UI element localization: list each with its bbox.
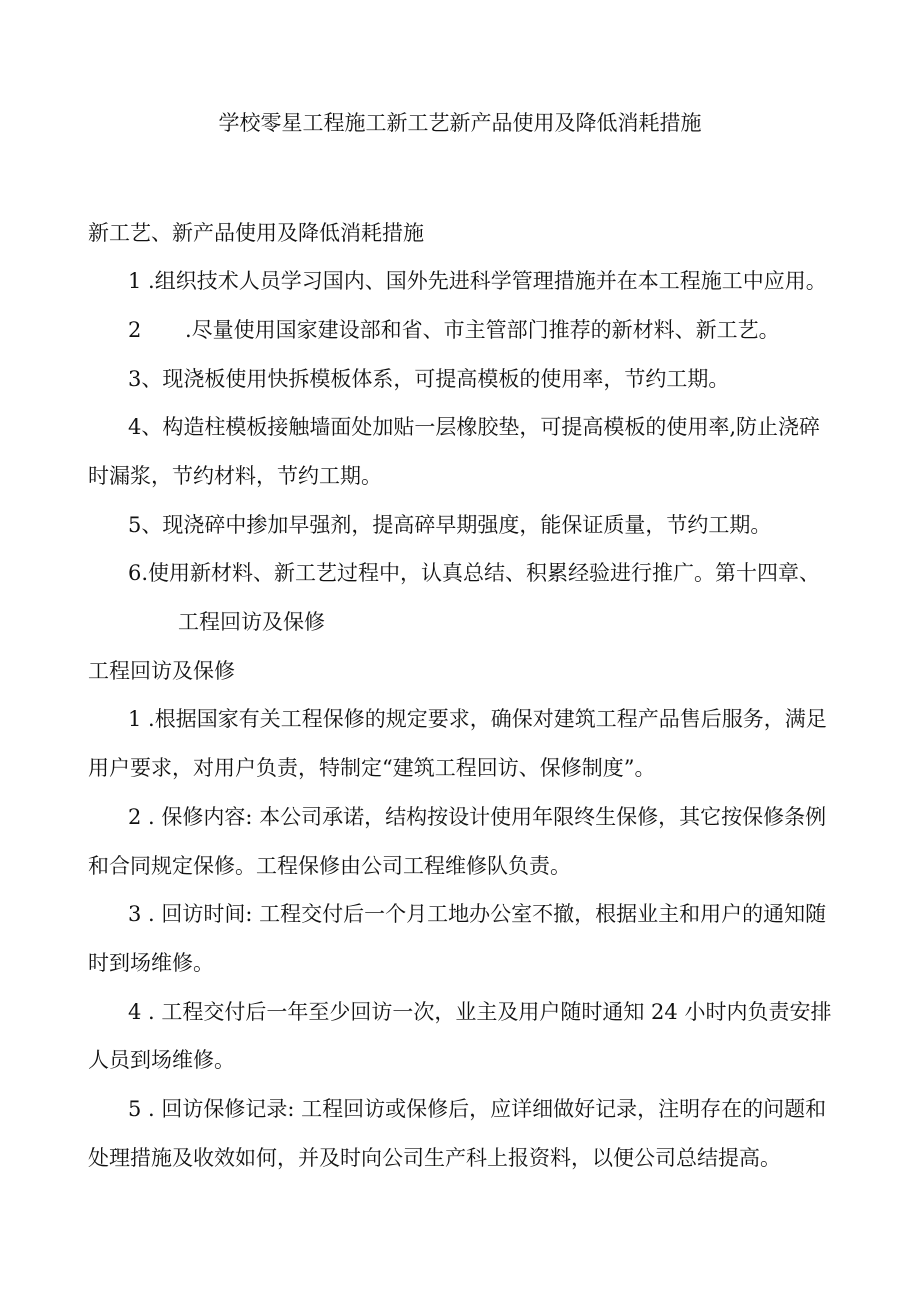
paragraph-line: 2 . 保修内容: 本公司承诺，结构按设计使用年限终生保修，其它按保修条例 [128,804,827,829]
list-item [88,695,898,792]
list-item [88,988,898,1085]
paragraph-line: 4、构造柱模板接触墙面处加贴一层橡胶垫，可提高模板的使用率,防止浇碎 [128,415,821,440]
list-item [88,793,898,890]
paragraph-line: 用户要求，对用户负责，特制定“建筑工程回访、保修制度”。 [88,756,656,781]
paragraph-line: 5 . 回访保修记录: 工程回访或保修后，应详细做好记录，注明存在的问题和 [128,1096,827,1121]
list-item [88,403,898,500]
document-body [88,209,898,1183]
paragraph-line: 时到场维修。 [88,950,214,975]
paragraph-line: 3 . 回访时间: 工程交付后一个月工地办公室不撤，根据业主和用户的通知随 [128,902,827,927]
document-title: 学校零星工程施工新工艺新产品使用及降低消耗措施 [218,111,702,135]
list-item [88,549,898,646]
list-item [88,501,898,550]
paragraph-line: 处理措施及收效如何，并及时向公司生产科上报资料，以便公司总结提高。 [88,1145,781,1170]
list-item [88,890,898,987]
paragraph-line: 1 .根据国家有关工程保修的规定要求，确保对建筑工程产品售后服务，满足 [128,707,827,732]
paragraph-line: 人员到场维修。 [88,1048,235,1073]
paragraph-line [88,306,898,355]
chapter-title-line: 工程回访及保修 [178,610,325,635]
paragraph-line: 1 .组织技术人员学习国内、国外先进科学管理措施并在本工程施工中应用。 [128,269,827,294]
item-text: .尽量使用国家建设部和省、市主管部门推荐的新材料、新工艺。 [185,317,780,342]
list-item [88,355,898,404]
list-item [88,306,898,355]
item-number: 2 [128,317,142,342]
paragraph-line: 3、现浇板使用快拆模板体系，可提高模板的使用率，节约工期。 [128,366,730,391]
paragraph-line: 6.使用新材料、新工艺过程中，认真总结、积累经验进行推广。第十四章、 [128,561,821,586]
paragraph-line: 4 . 工程交付后一年至少回访一次，业主及用户随时通知 24 小时内负责安排 [128,999,832,1024]
section-heading: 工程回访及保修 [88,658,235,683]
paragraph-line: 时漏浆，节约材料，节约工期。 [88,464,382,489]
paragraph-line: 和合同规定保修。工程保修由公司工程维修队负责。 [88,853,571,878]
list-item [88,257,898,306]
paragraph-line: 5、现浇碎中掺加早强剂，提高碎早期强度，能保证质量，节约工期。 [128,512,772,537]
list-item [88,1085,898,1182]
section-heading: 新工艺、新产品使用及降低消耗措施 [88,220,424,245]
